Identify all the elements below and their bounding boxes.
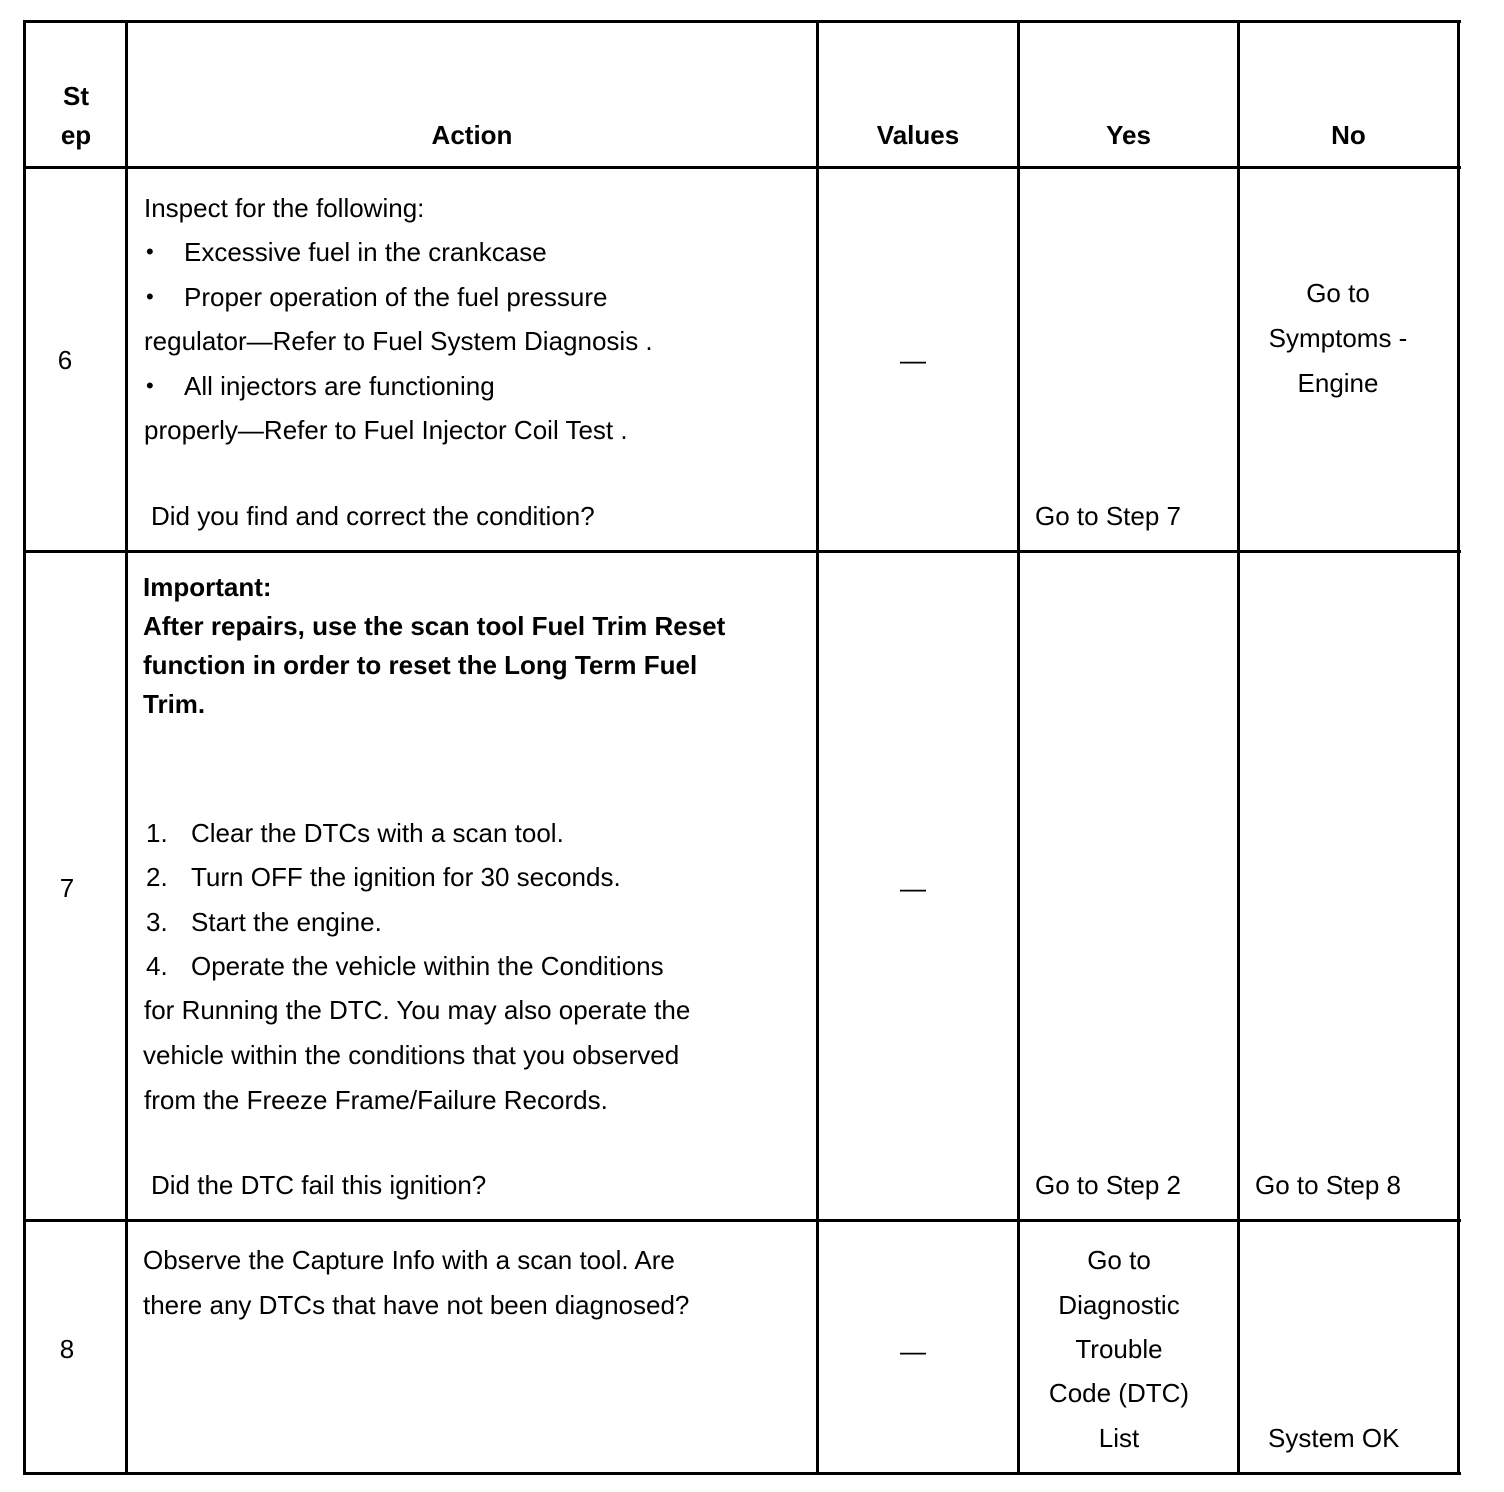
important-note-line2: function in order to reset the Long Term Fuel [143, 650, 698, 680]
yes-cell-line5: List [1098, 1423, 1140, 1453]
table-border-bottom [24, 1472, 1461, 1475]
step-number: 6 [57, 345, 73, 375]
no-cell: Go to Step 8 [1255, 1170, 1401, 1200]
action-question: Did you find and correct the condition? [151, 501, 595, 531]
no-cell-line3: Engine [1297, 368, 1379, 398]
action-bullet-2-line1: Proper operation of the fuel pressure [184, 282, 608, 312]
no-cell: System OK [1268, 1423, 1400, 1453]
list-item-text: Start the engine. [191, 907, 382, 937]
yes-cell-line4: Code (DTC) [1048, 1378, 1190, 1408]
action-bullet-2-line2: regulator—Refer to Fuel System Diagnosis . [144, 326, 653, 356]
step-number: 7 [59, 873, 75, 903]
header-action: Action [431, 120, 513, 150]
important-note-line3: Trim. [143, 689, 206, 719]
action-bullet-1: Excessive fuel in the crankcase [184, 237, 547, 267]
table-border-top [24, 20, 1461, 23]
col-divider-step-action [125, 20, 128, 1475]
action-intro: Inspect for the following: [144, 193, 425, 223]
step-number: 8 [59, 1334, 75, 1364]
action-bullet-3-line2: properly—Refer to Fuel Injector Coil Test . [144, 415, 628, 445]
list-continuation-line3: from the Freeze Frame/Failure Records. [144, 1085, 608, 1115]
value-cell: — [900, 345, 926, 375]
important-note-line1: After repairs, use the scan tool Fuel Trim Reset [143, 611, 726, 641]
header-step-line2: ep [60, 120, 92, 150]
list-item-text: Operate the vehicle within the Conditions [191, 951, 664, 981]
header-divider [24, 166, 1461, 169]
bullet-icon: • [146, 239, 154, 264]
action-bullet-3-line1: All injectors are functioning [184, 371, 495, 401]
list-item-number: 2. [146, 862, 168, 892]
list-item-text: Turn OFF the ignition for 30 seconds. [191, 862, 621, 892]
yes-cell-line3: Trouble [1075, 1334, 1163, 1364]
value-cell: — [900, 873, 926, 903]
action-line1: Observe the Capture Info with a scan tool. Are [143, 1245, 675, 1275]
action-line2: there any DTCs that have not been diagnosed? [143, 1290, 690, 1320]
bullet-icon: • [146, 373, 154, 398]
list-item-number: 1. [146, 818, 168, 848]
header-yes: Yes [1106, 120, 1151, 150]
no-cell-line2: Symptoms - [1268, 323, 1408, 353]
action-question: Did the DTC fail this ignition? [151, 1170, 487, 1200]
bullet-icon: • [146, 284, 154, 309]
row-divider-7-8 [24, 1219, 1461, 1222]
yes-cell: Go to Step 2 [1035, 1170, 1181, 1200]
value-cell: — [900, 1336, 926, 1366]
list-continuation-line2: vehicle within the conditions that you observed [143, 1040, 680, 1070]
yes-cell: Go to Step 7 [1035, 501, 1181, 531]
table-border-left [23, 20, 26, 1475]
yes-cell-line1: Go to [1087, 1245, 1151, 1275]
important-label: Important: [143, 572, 272, 602]
list-item-text: Clear the DTCs with a scan tool. [191, 818, 564, 848]
table-border-right [1457, 20, 1460, 1475]
list-item-number: 4. [146, 951, 168, 981]
list-item-number: 3. [146, 907, 168, 937]
col-divider-action-values [816, 20, 819, 1475]
header-step-line1: St [63, 81, 89, 111]
row-divider-6-7 [24, 550, 1461, 553]
header-values: Values [876, 120, 960, 150]
header-no: No [1331, 120, 1366, 150]
no-cell-line1: Go to [1306, 278, 1370, 308]
list-continuation-line1: for Running the DTC. You may also operate the [144, 995, 691, 1025]
col-divider-yes-no [1237, 20, 1240, 1475]
yes-cell-line2: Diagnostic [1058, 1290, 1180, 1320]
